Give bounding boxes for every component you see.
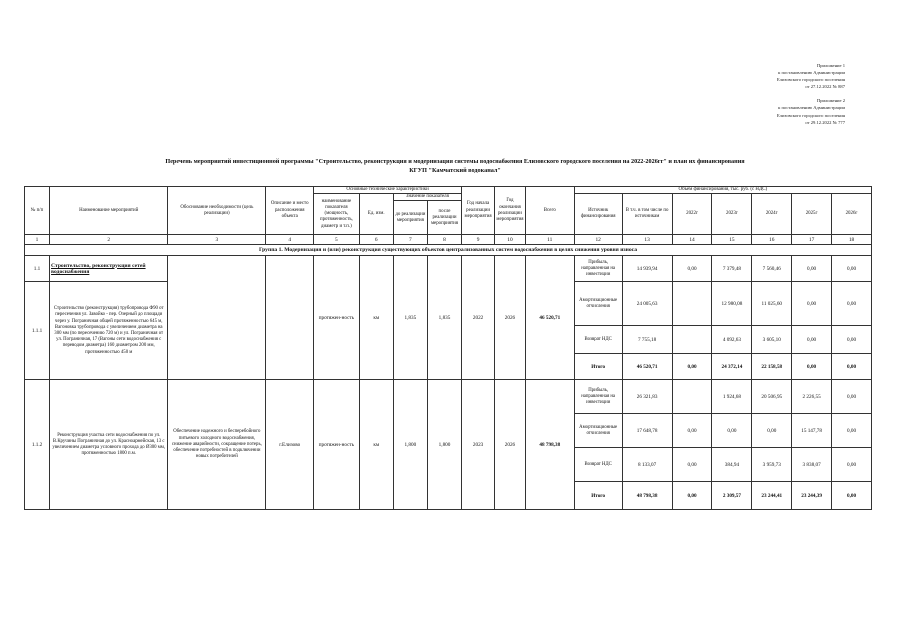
title-line-1: Перечень мероприятий инвестиционной программы "Строительство, реконструкция и модернизация системы водоснабжения Елизовского городского поселения на 2022-2026гг" и план их финансирования bbox=[165, 158, 745, 165]
fin-source: Возврат НДС bbox=[574, 326, 622, 354]
hdr-year: 2026г bbox=[832, 194, 872, 235]
hdr-justification: Обоснование необходимости (цель реализации) bbox=[168, 187, 266, 235]
row2-justification: Обеспечение надежного и бесперебойного питьевого холодного водоснабжения, снижение аварийности, сокращение потерь, обеспечение потребностей в подключении новых потребителей bbox=[168, 380, 266, 510]
fin-year: 0,00 bbox=[792, 256, 832, 282]
appendix-block bbox=[680, 62, 845, 133]
hdr-year: 2023г bbox=[712, 194, 752, 235]
hdr-source: Источник финансирования bbox=[574, 194, 622, 235]
hdr-unit: Ед. изм. bbox=[359, 194, 393, 235]
fin-year: 4 092,63 bbox=[712, 326, 752, 354]
title-line-2: КГУП "Камчатский водоканал" bbox=[409, 167, 501, 174]
row2-before: 1,800 bbox=[393, 380, 427, 510]
row1-justification bbox=[168, 256, 266, 380]
fin-year: 0,00 bbox=[792, 326, 832, 354]
hdr-year: 2024г bbox=[752, 194, 792, 235]
row1-total: 46 520,71 bbox=[525, 256, 574, 380]
appendix-line: Приложение 2 bbox=[816, 98, 845, 104]
subsection-row bbox=[25, 256, 872, 282]
row1-location bbox=[266, 256, 314, 380]
fin-year: 23 244,41 bbox=[752, 482, 792, 510]
row1-before: 1,835 bbox=[393, 256, 427, 380]
header-row-1 bbox=[25, 187, 872, 194]
fin-year: 0,00 bbox=[712, 414, 752, 448]
fin-year: 0,00 bbox=[832, 354, 872, 380]
row2-end: 2026 bbox=[495, 380, 526, 510]
fin-year: 2 226,55 bbox=[792, 380, 832, 414]
col-number: 4 bbox=[266, 235, 314, 245]
fin-incl: 8 133,07 bbox=[622, 448, 672, 482]
fin-incl: 17 648,78 bbox=[622, 414, 672, 448]
fin-year: 0,00 bbox=[672, 256, 712, 282]
col-number: 12 bbox=[574, 235, 622, 245]
hdr-year: 2022г bbox=[672, 194, 712, 235]
fin-year: 0,00 bbox=[832, 448, 872, 482]
row2-unit: км bbox=[359, 380, 393, 510]
row2-total: 48 798,38 bbox=[525, 380, 574, 510]
appendix-line: Елизовского городского поселения bbox=[776, 77, 845, 83]
col-number: 5 bbox=[314, 235, 360, 245]
fin-source: Итого bbox=[574, 482, 622, 510]
col-number: 18 bbox=[832, 235, 872, 245]
col-number: 16 bbox=[752, 235, 792, 245]
group-1-label: Группа 1. Модернизация и (или) реконструкция существующих объектов централизованных систем водоснабжения в целях снижения уровня износа bbox=[25, 245, 872, 256]
fin-source: Прибыль, направленная на инвестиции bbox=[574, 256, 622, 282]
col-number: 2 bbox=[50, 235, 168, 245]
fin-source: Прибыль, направленная на инвестиции bbox=[574, 380, 622, 414]
row1-name: Строительство (реконструкция) трубопровода Ф90 от пересечения ул. Завойко - пер. Озерный до площади через у. Пограничная общей протяженностью 645 м, Вагоновка трубопровода с увеличением диаметра на 300 мм (по пересечению 720 м) и ул. Пограничная от ул. Пограничная, 17 (Вагоны сети водоснабжения с переводом диаметра) 160 диаметром 200 мм, протяженностью 450 м bbox=[50, 282, 168, 380]
appendix-line: от 27.12.2022 № 887 bbox=[805, 84, 845, 90]
appendix-1 bbox=[680, 62, 845, 90]
hdr-total: Всего bbox=[525, 187, 574, 235]
fin-year: 3 959,73 bbox=[752, 448, 792, 482]
fin-year: 0,00 bbox=[832, 326, 872, 354]
fin-year bbox=[672, 380, 712, 414]
fin-incl: 24 005,63 bbox=[622, 282, 672, 326]
fin-year: 0,00 bbox=[832, 282, 872, 326]
col-number: 1 bbox=[25, 235, 50, 245]
fin-incl: 7 755,18 bbox=[622, 326, 672, 354]
row2-location: г.Елизово bbox=[266, 380, 314, 510]
row1-after: 1,835 bbox=[427, 256, 461, 380]
appendix-line: к постановлению Администрации bbox=[778, 70, 845, 76]
fin-year: 24 372,14 bbox=[712, 354, 752, 380]
row1-end: 2026 bbox=[495, 256, 526, 380]
table-row bbox=[25, 380, 872, 414]
hdr-year: 2025г bbox=[792, 194, 832, 235]
col-number: 17 bbox=[792, 235, 832, 245]
fin-year: 0,00 bbox=[672, 414, 712, 448]
fin-year: 384,94 bbox=[712, 448, 752, 482]
fin-year: 3 838,07 bbox=[792, 448, 832, 482]
col-number: 8 bbox=[427, 235, 461, 245]
fin-year: 0,00 bbox=[832, 256, 872, 282]
fin-source: Амортизационные отчисления bbox=[574, 414, 622, 448]
col-number: 10 bbox=[495, 235, 526, 245]
fin-year: 20 506,95 bbox=[752, 380, 792, 414]
col-number: 6 bbox=[359, 235, 393, 245]
row2-name: Реконструкция участка сети водоснабжения по ул. В.Кручины Пограничная до ул. Красноармейская, 13 с увеличением диаметра условного прохода до Ø300 мм, протяженностью 1800 п.м. bbox=[50, 380, 168, 510]
fin-year: 7 560,46 bbox=[752, 256, 792, 282]
fin-year: 0,00 bbox=[672, 482, 712, 510]
fin-year: 0,00 bbox=[792, 282, 832, 326]
fin-year: 0,00 bbox=[752, 414, 792, 448]
fin-year: 0,00 bbox=[792, 354, 832, 380]
hdr-location: Описание и место расположения объекта bbox=[266, 187, 314, 235]
fin-year: 2 309,57 bbox=[712, 482, 752, 510]
hdr-year-end: Год окончания реализации мероприятия bbox=[495, 187, 526, 235]
fin-source: Возврат НДС bbox=[574, 448, 622, 482]
row1-param: протяжен-ность bbox=[314, 256, 360, 380]
row2-param: протяжен-ность bbox=[314, 380, 360, 510]
appendix-2 bbox=[680, 97, 845, 125]
subsection-num: 1.1 bbox=[25, 256, 50, 282]
hdr-incl: В т.ч. в том числе по источникам bbox=[622, 194, 672, 235]
fin-year bbox=[672, 326, 712, 354]
hdr-before: до реализации мероприятия bbox=[393, 201, 427, 235]
hdr-num: № п/п bbox=[25, 187, 50, 235]
fin-year: 23 244,39 bbox=[792, 482, 832, 510]
appendix-line: Елизовского городского поселения bbox=[776, 112, 845, 118]
fin-source: Амортизационные отчисления bbox=[574, 282, 622, 326]
fin-year: 15 147,78 bbox=[792, 414, 832, 448]
col-number: 7 bbox=[393, 235, 427, 245]
row1-start: 2022 bbox=[462, 256, 495, 380]
hdr-tech-group: Основные технические характеристики bbox=[314, 187, 462, 194]
column-number-row bbox=[25, 235, 872, 245]
col-number: 9 bbox=[462, 235, 495, 245]
fin-year: 0,00 bbox=[672, 354, 712, 380]
appendix-line: к постановлению Администрации bbox=[778, 105, 845, 111]
hdr-tech-param: наименование показателя (мощность, протяженность, диаметр и т.п.) bbox=[314, 194, 360, 235]
fin-incl: 26 321,83 bbox=[622, 380, 672, 414]
fin-year: 11 025,60 bbox=[752, 282, 792, 326]
fin-incl: 14 939,94 bbox=[622, 256, 672, 282]
col-number: 3 bbox=[168, 235, 266, 245]
investment-table bbox=[24, 186, 872, 510]
col-number: 15 bbox=[712, 235, 752, 245]
appendix-line: Приложение 1 bbox=[816, 63, 845, 68]
fin-incl: 46 520,71 bbox=[622, 354, 672, 380]
hdr-year-start: Год начала реализации мероприятия bbox=[462, 187, 495, 235]
fin-year: 1 924,68 bbox=[712, 380, 752, 414]
row2-start: 2023 bbox=[462, 380, 495, 510]
col-number: 14 bbox=[672, 235, 712, 245]
fin-year: 7 379,48 bbox=[712, 256, 752, 282]
group-row bbox=[25, 245, 872, 256]
hdr-value-group: Значение показателя bbox=[393, 194, 461, 201]
fin-incl: 48 798,38 bbox=[622, 482, 672, 510]
row2-num: 1.1.2 bbox=[25, 380, 50, 510]
fin-year: 22 158,58 bbox=[752, 354, 792, 380]
fin-year: 0,00 bbox=[832, 482, 872, 510]
hdr-name: Наименование мероприятий bbox=[50, 187, 168, 235]
row1-unit: км bbox=[359, 256, 393, 380]
fin-year: 3 605,10 bbox=[752, 326, 792, 354]
row2-after: 1,800 bbox=[427, 380, 461, 510]
appendix-line: от 29.12.2022 № 777 bbox=[805, 119, 845, 125]
col-number: 11 bbox=[525, 235, 574, 245]
fin-year: 0,00 bbox=[672, 448, 712, 482]
fin-year bbox=[672, 282, 712, 326]
document-title bbox=[40, 157, 870, 175]
fin-year: 0,00 bbox=[832, 380, 872, 414]
hdr-after: после реализации мероприятия bbox=[427, 201, 461, 235]
subsection-label: Строительство, реконструкция сетей водоснабжения bbox=[50, 256, 168, 282]
col-number: 13 bbox=[622, 235, 672, 245]
fin-year: 0,00 bbox=[832, 414, 872, 448]
fin-source: Итого bbox=[574, 354, 622, 380]
fin-year: 12 980,08 bbox=[712, 282, 752, 326]
row1-num: 1.1.1 bbox=[25, 282, 50, 380]
hdr-fin-group: Объем финансирования, тыс. руб. (с НДС) bbox=[574, 187, 871, 194]
